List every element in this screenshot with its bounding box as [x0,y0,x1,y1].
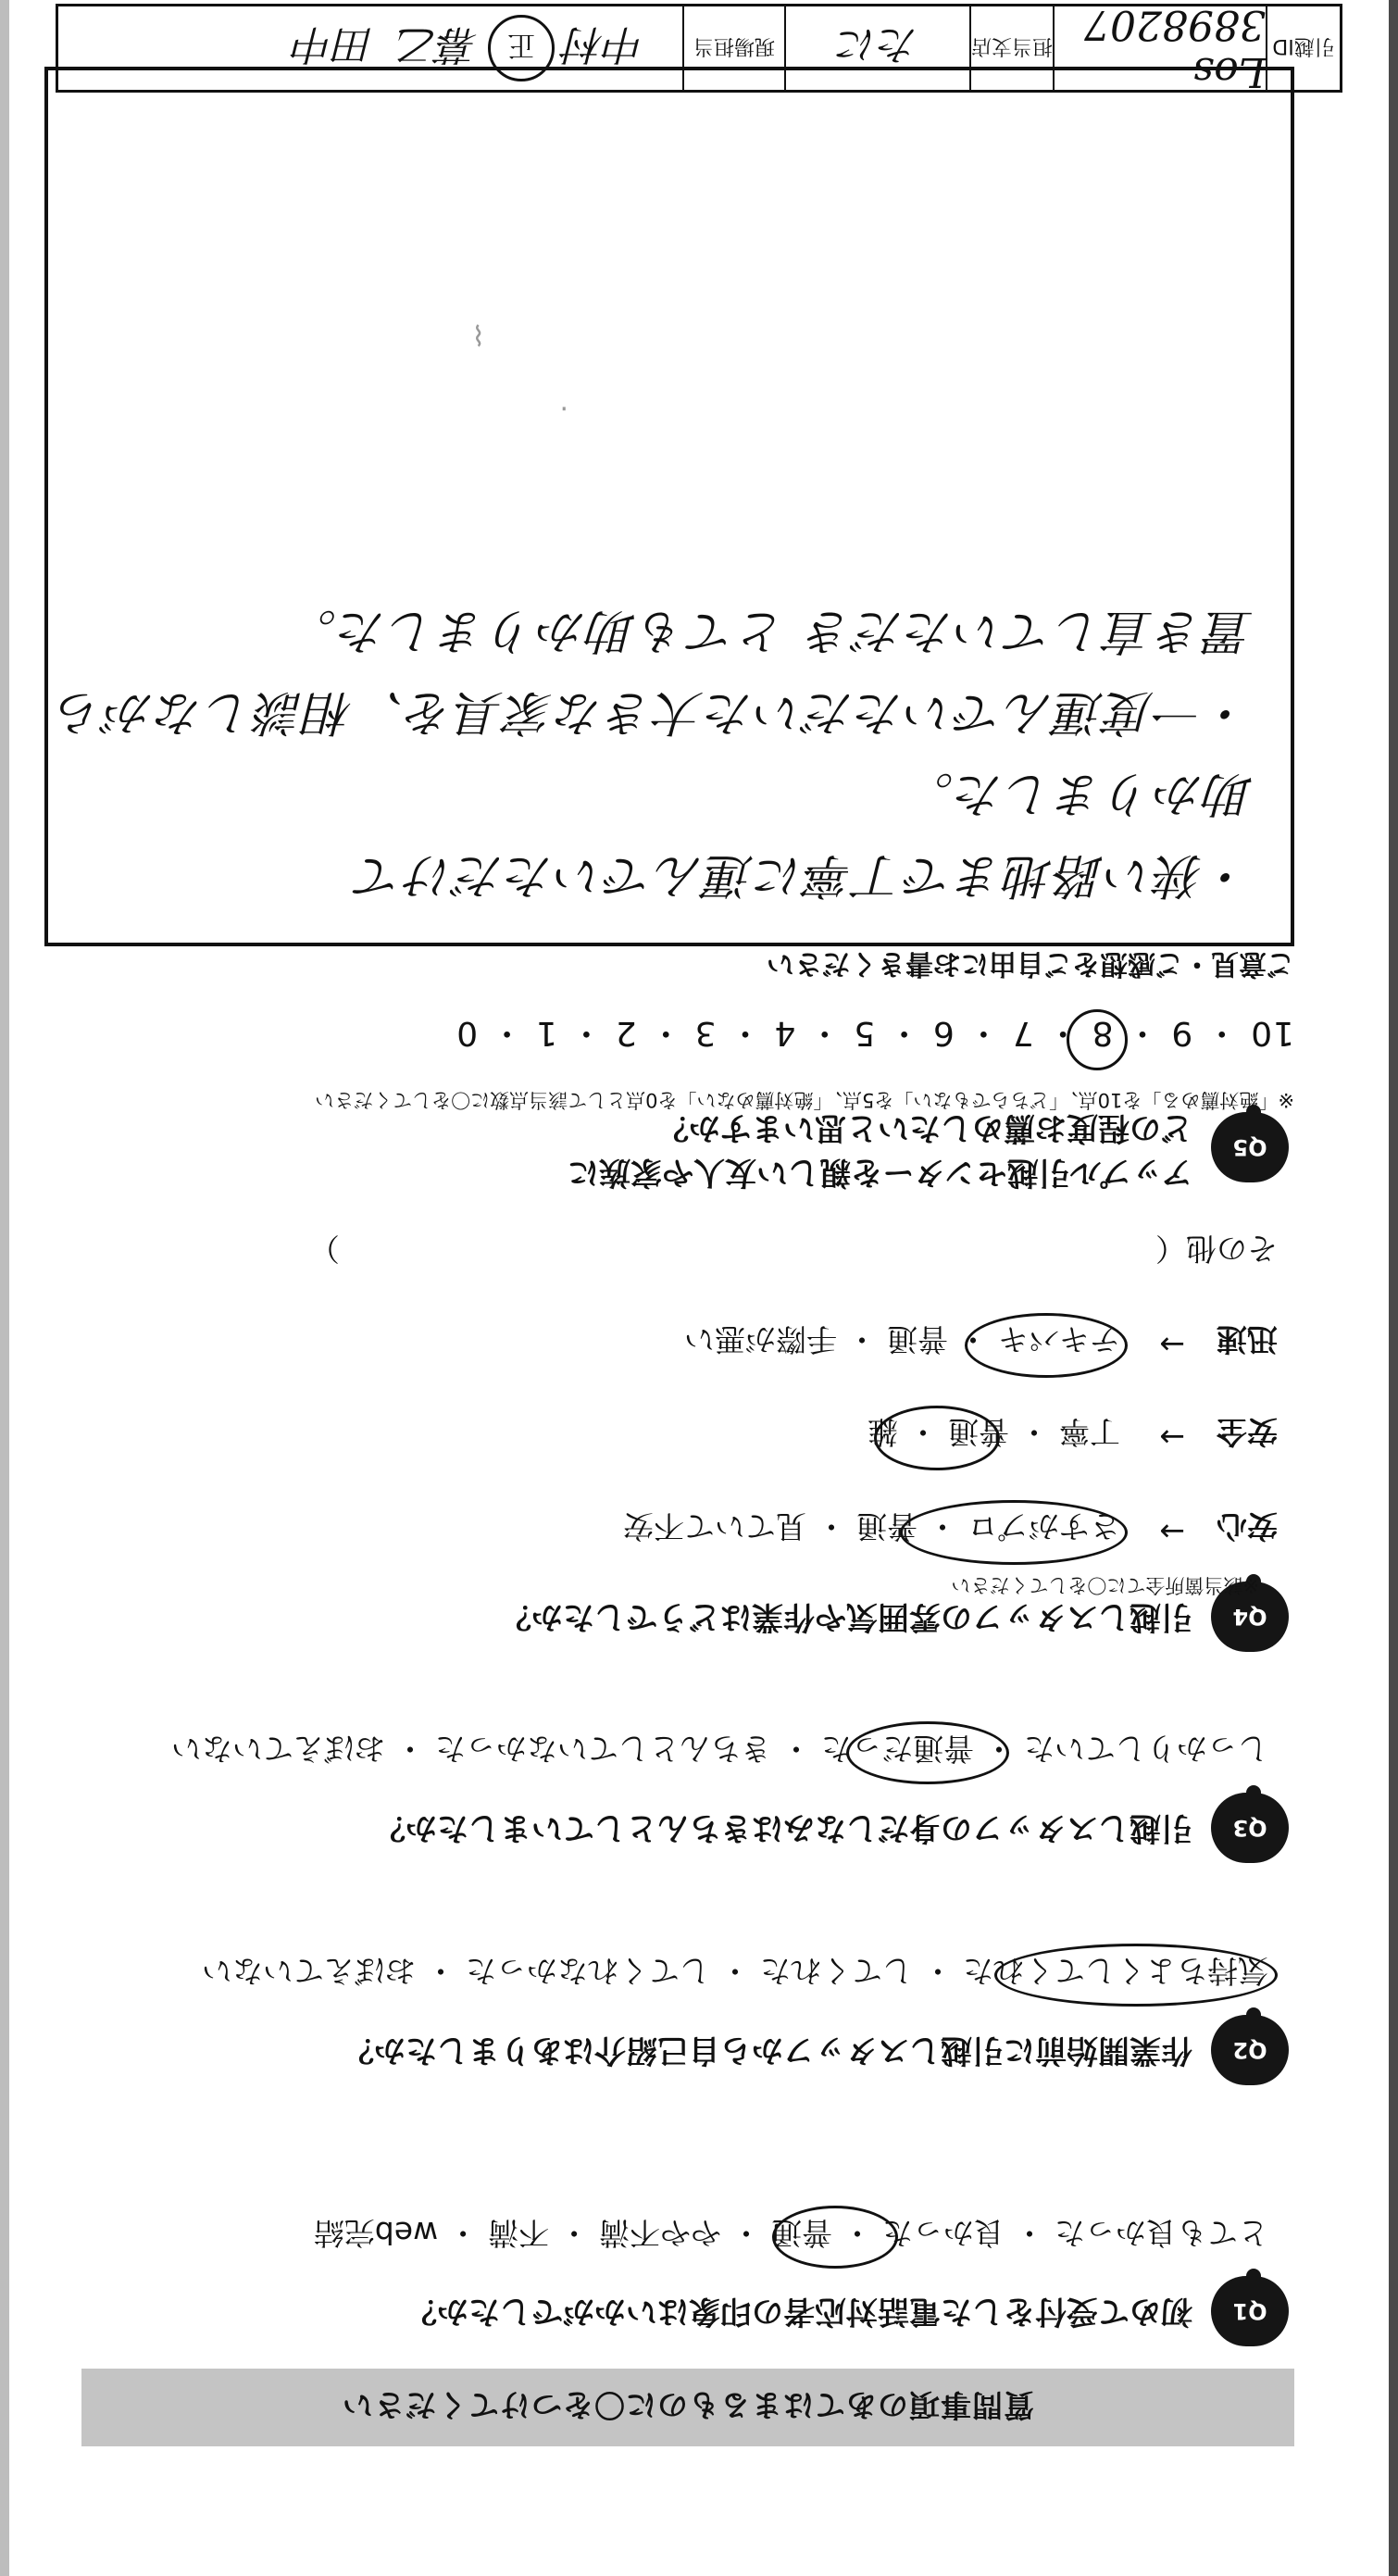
arrow-icon: → [1159,1514,1185,1550]
q5-text-line2: どの程度お薦めしたいと思いますか？ [657,1109,1192,1146]
header-table [56,1,1342,95]
q2-text: 作業開始前に引越しスタッフから自己紹介はありましたか？ [343,2032,1192,2069]
aspect-jinsoku-label: 迅速 [1217,1321,1278,1357]
q5-text-line1: アップル引越センターを親しい友人や家族に [568,1154,1192,1191]
q3-text: 引越しスタッフの身だしなみはきちんとしていましたか？ [374,1809,1192,1846]
aspect-anzen-options: 丁寧 ・ 普通 ・ 雑 [868,1414,1120,1450]
stray-mark: · [559,392,568,424]
comment-line-4: 置き直していただき とても助かりました。 [286,603,1254,658]
q1-text: 初めて受付をした電話対応者の印象はいかがでしたか？ [406,2293,1192,2330]
aspect-jinsoku-options: テキパキ ・ 普通 ・ 手際が悪い [684,1321,1120,1357]
arrow-icon: → [1159,1419,1185,1456]
arrow-icon: → [1159,1327,1185,1363]
branch-value-cell [784,6,969,90]
q3-badge: Q3 [1211,1793,1289,1863]
q3-selected-circle[interactable] [846,1721,1009,1784]
leader-label-cell [682,6,784,90]
q5-note: ※「絶対薦める」を10点、「どちらでもない」を5点、「絶対薦めない」を0点として該当点数に〇をしてください [315,1089,1294,1111]
q5-scale: 10 ・ 9 ・ 8 ・ 7 ・ 6 ・ 5 ・ 4 ・ 3 ・ 2 ・ 1 ・ 0 [456,1014,1294,1052]
q4-text: 引越しスタッフの雰囲気や作業はどうでしたか？ [500,1598,1192,1635]
comment-box[interactable] [44,67,1294,946]
moving-id-value-cell [1053,1,1266,95]
q2-selected-circle[interactable] [994,1944,1278,2007]
aspect-anzen-label: 安全 [1217,1414,1278,1450]
other-field[interactable]: その他（ ） [308,1231,1278,1267]
q2-badge: Q2 [1211,2015,1289,2085]
leader-value-part3: 田中 [293,20,375,68]
q1-selected-circle[interactable] [772,2206,898,2269]
leader-value-cell [58,6,682,90]
aspect-anshin-options: さすがプロ ・ 普通 ・ 見ていて不安 [623,1508,1120,1544]
leader-value-part1: 中村 [564,20,645,68]
branch-label: 担当支店 [970,34,1053,58]
aspect-jinsoku-selected-circle[interactable] [965,1313,1128,1378]
aspect-anshin-label: 安心 [1217,1508,1278,1544]
scan-edge-left [1389,0,1398,2576]
comment-line-3: ・一度運んでいただいた大きな家具を、相談しながら [53,684,1254,740]
aspect-anzen-selected-circle[interactable] [874,1406,1000,1470]
leader-label: 現場担当 [693,34,776,58]
branch-value: たに [837,20,918,68]
leader-value-part2: 幕乙 [397,20,479,68]
instruction-banner: 質問事項のあてはまるものに〇をつけてください [81,2369,1294,2446]
q4-note: ※該当箇所全てに〇をしてください [951,1574,1259,1596]
q4-badge: Q4 [1211,1582,1289,1652]
q5-badge: Q5 [1211,1112,1289,1182]
comment-line-1: ・狭い路地まで丁寧に運んでいただけて [353,847,1254,903]
q2-options: 気持ちよくしてくれた ・ してくれた ・ してくれなかった ・ おぼえていない [202,1953,1268,1989]
moving-id-value: Los 3898207 [1084,1,1266,95]
moving-id-label-cell [1266,6,1340,90]
comment-line-2: 助かりました。 [903,766,1254,821]
q3-options: しっかりしていた ・ 普通だった ・ きちんとしていなかった ・ おぼえていない [171,1731,1268,1767]
q1-badge: Q1 [1211,2276,1289,2346]
comment-label: ご意見・ご感想をご自由にお書きください [767,947,1294,980]
moving-id-label: 引越ID [1272,34,1335,58]
scan-edge-right [0,0,9,2576]
branch-label-cell [969,6,1053,90]
q5-selected-circle[interactable] [1067,1009,1128,1070]
q1-options: とても良かった ・ 良かった ・ 普通 ・ やや不満 ・ 不満 ・ web完結 [313,2215,1268,2251]
aspect-anshin-selected-circle[interactable] [900,1500,1128,1565]
seal-stamp: 正 [488,15,555,81]
stray-mark: ⌇ [471,318,485,350]
